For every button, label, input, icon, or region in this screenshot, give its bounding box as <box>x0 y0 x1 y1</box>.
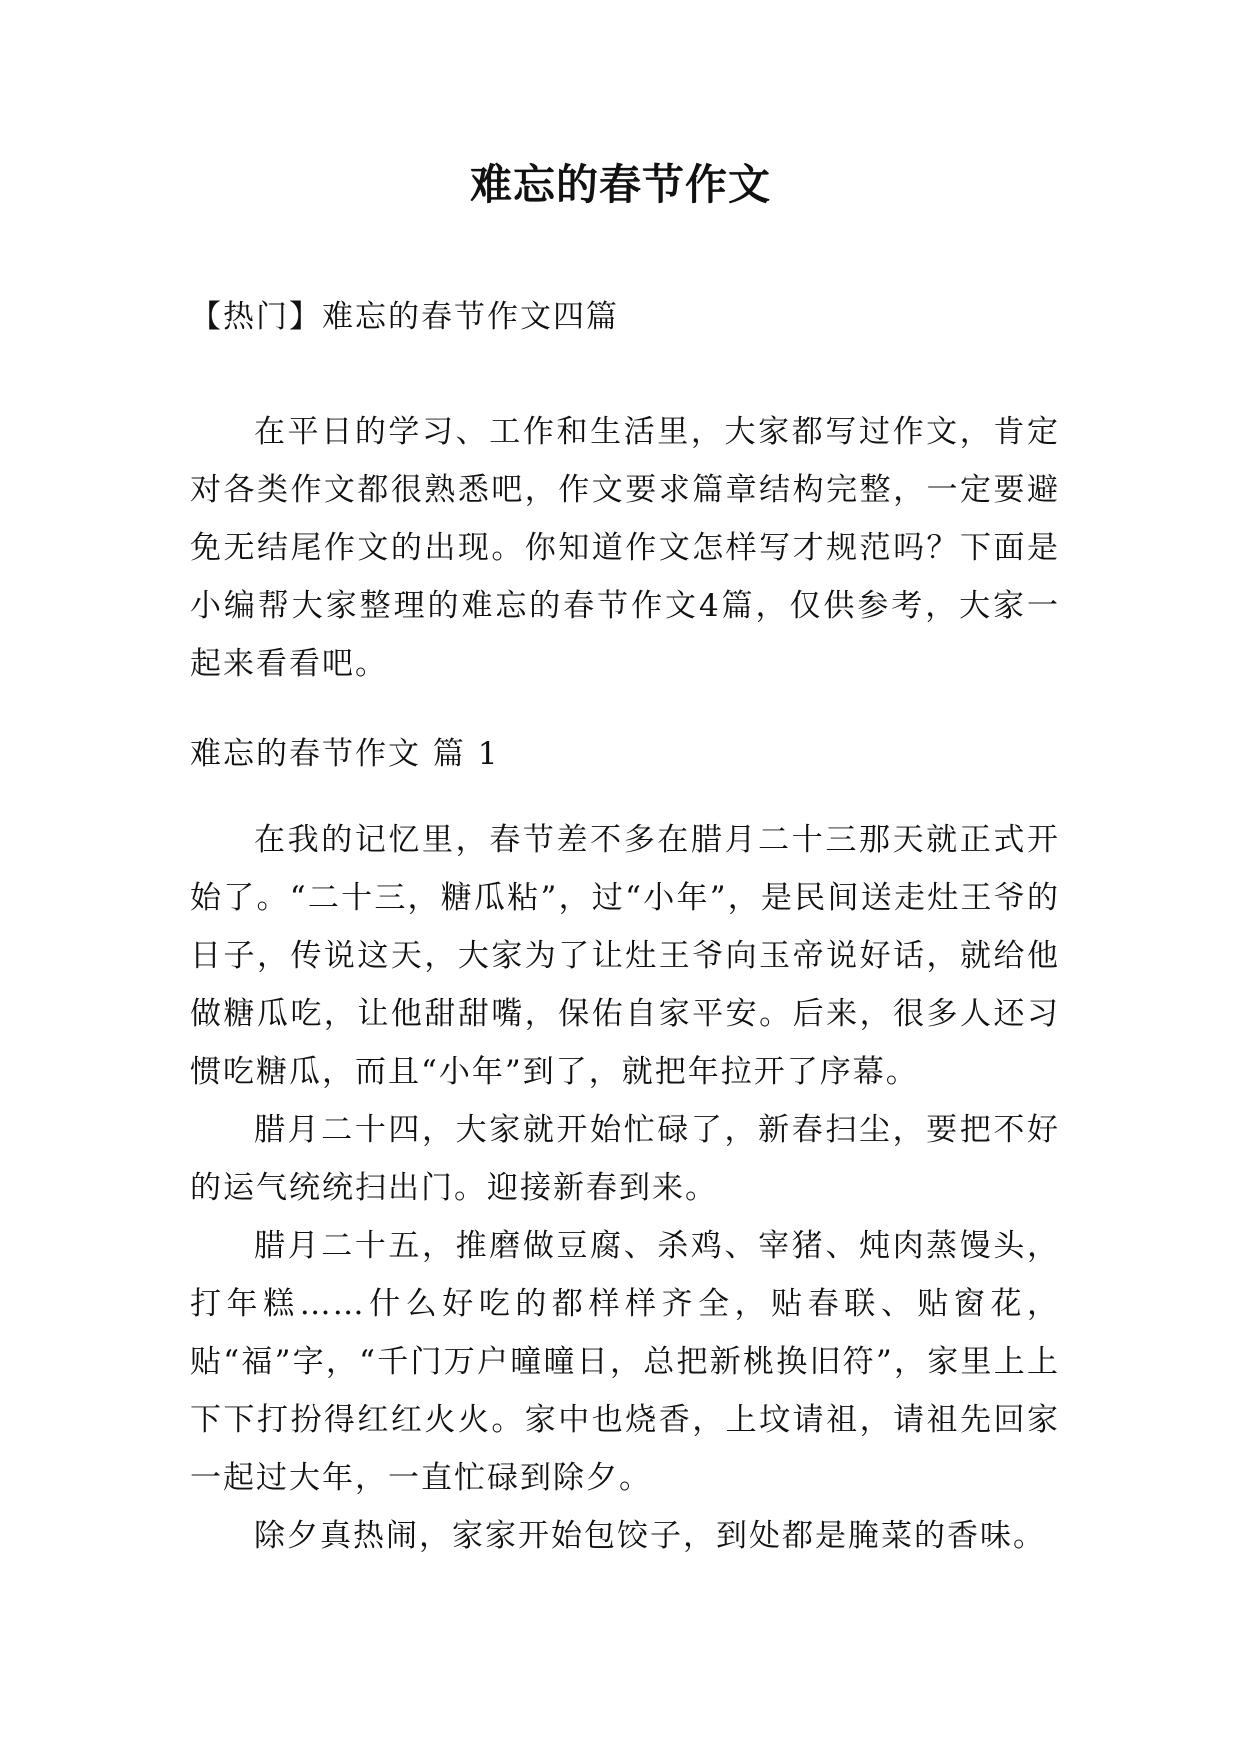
document-subtitle: 【热门】难忘的春节作文四篇 <box>190 299 619 335</box>
section-paragraph: 腊月二十四，大家就开始忙碌了，新春扫尘，要把不好的运气统统扫出门。迎接新春到来。 <box>190 1112 1060 1206</box>
document-title: 难忘的春节作文 <box>469 160 771 209</box>
section-body <box>190 811 1060 1565</box>
section-paragraph: 在我的记忆里，春节差不多在腊月二十三那天就正式开始了。“二十三，糖瓜粘”，过“小年”，是民间送走灶王爷的日子，传说这天，大家为了让灶王爷向玉帝说好话，就给他做糖瓜吃，让他甜甜嘴，保佑自家平安。后来，很多人还习惯吃糖瓜，而且“小年”到了，就把年拉开了序幕。 <box>190 822 1060 1090</box>
intro-paragraph: 在平日的学习、工作和生活里，大家都写过作文，肯定对各类作文都很熟悉吧，作文要求篇章结构完整，一定要避免无结尾作文的出现。你知道作文怎样写才规范吗？下面是小编帮大家整理的难忘的春节作文4篇，仅供参考，大家一起来看看吧。 <box>190 414 1060 682</box>
section-heading: 难忘的春节作文 篇 1 <box>190 736 500 772</box>
section-paragraph: 除夕真热闹，家家开始包饺子，到处都是腌菜的香味。 <box>254 1518 1046 1554</box>
section-paragraph: 腊月二十五，推磨做豆腐、杀鸡、宰猪、炖肉蒸馒头，打年糕……什么好吃的都样样齐全，贴春联、贴窗花，贴“福”字，“千门万户曈曈日，总把新桃换旧符”，家里上上下下打扮得红红火火。家中也烧香，上坟请祖，请祖先回家一起过大年，一直忙碌到除夕。 <box>190 1228 1060 1496</box>
